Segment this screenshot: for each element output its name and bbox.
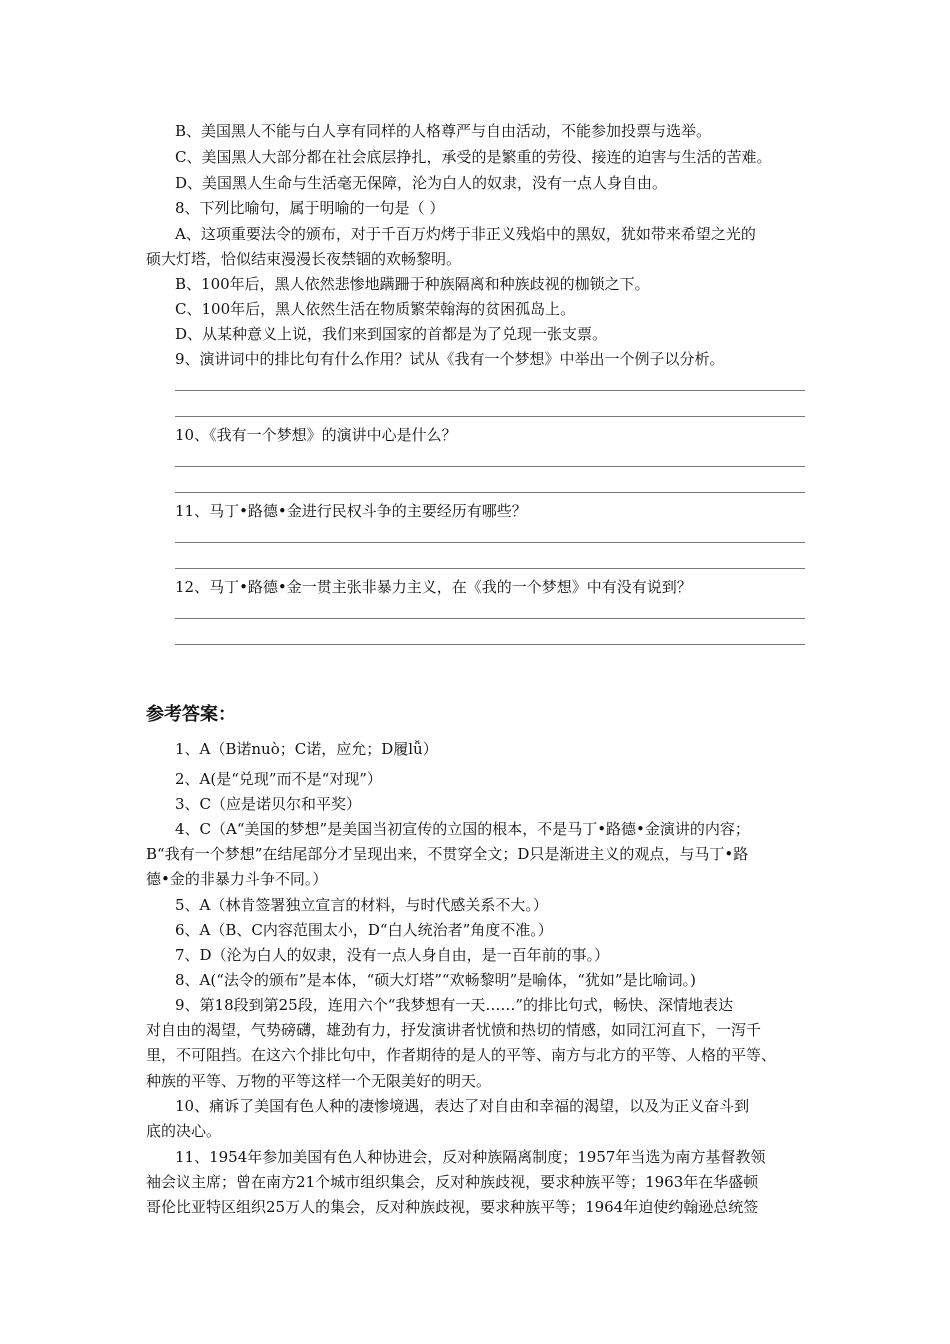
answer-6: 6、A（B、C内容范围太小，D“白人统治者”角度不准。） — [175, 921, 553, 939]
q8-option-b: B、100年后，黑人依然悲惨地蹒跚于种族隔离和种族歧视的枷锁之下。 — [175, 275, 650, 293]
q10-stem: 10、《我有一个梦想》的演讲中心是什么？ — [175, 426, 457, 444]
answer-9-line4: 种族的平等、万物的平等这样一个无限美好的明天。 — [146, 1072, 492, 1090]
answer-10-line1: 10、痛诉了美国有色人种的凄惨境遇，表达了对自由和幸福的渴望，以及为正义奋斗到 — [175, 1097, 750, 1115]
answer-5: 5、A（林肯签署独立宣言的材料，与时代感关系不大。） — [175, 896, 548, 914]
answer-line — [175, 466, 805, 467]
q7-option-b: B、美国黑人不能与白人享有同样的人格尊严与自由活动，不能参加投票与选举。 — [175, 122, 712, 140]
answer-1: 1、A（B诺nuò；C诺，应允；D履lǚ） — [175, 740, 438, 758]
answer-line — [175, 618, 805, 619]
q8-stem: 8、下列比喻句，属于明喻的一句是（ ） — [175, 199, 445, 217]
q7-option-c: C、美国黑人大部分都在社会底层挣扎，承受的是繁重的劳役、接连的迫害与生活的苦难。 — [175, 148, 772, 166]
answer-4-line1: 4、C（A“美国的梦想”是美国当初宣传的立国的根本，不是马丁•路德•金演讲的内容； — [175, 820, 750, 838]
answer-line — [175, 390, 805, 391]
answer-11-line1: 11、1954年参加美国有色人种协进会，反对种族隔离制度；1957年当选为南方基督教领 — [175, 1148, 766, 1166]
answer-line — [175, 568, 805, 569]
q7-option-d: D、美国黑人生命与生活毫无保障，沦为白人的奴隶，没有一点人身自由。 — [175, 174, 668, 192]
answer-2: 2、A(是“兑现”而不是“对现”） — [175, 770, 382, 788]
answer-4-line2: B“我有一个梦想”在结尾部分才呈现出来，不贯穿全文；D只是渐进主义的观点，与马丁•路 — [146, 845, 749, 863]
answer-line — [175, 492, 805, 493]
q8-option-d: D、从某种意义上说，我们来到国家的首都是为了兑现一张支票。 — [175, 325, 608, 343]
answer-line — [175, 644, 805, 645]
q8-option-c: C、100年后，黑人依然生活在物质繁荣翰海的贫困孤岛上。 — [175, 300, 576, 318]
answer-11-line2: 袖会议主席；曾在南方21个城市组织集会，反对种族歧视，要求种族平等；1963年在华盛顿 — [146, 1173, 759, 1191]
q12-stem: 12、马丁•路德•金一贯主张非暴力主义，在《我的一个梦想》中有没有说到？ — [175, 578, 692, 596]
q8-option-a-line2: 硕大灯塔，恰似结束漫漫长夜禁锢的欢畅黎明。 — [146, 250, 462, 268]
answer-7: 7、D（沦为白人的奴隶，没有一点人身自由，是一百年前的事。） — [175, 946, 610, 964]
answer-3: 3、C（应是诺贝尔和平奖） — [175, 795, 362, 813]
answer-4-line3: 德•金的非暴力斗争不同。） — [146, 870, 328, 888]
answer-9-line3: 里，不可阻挡。在这六个排比句中，作者期待的是人的平等、南方与北方的平等、人格的平等、 — [146, 1046, 777, 1064]
answer-10-line2: 底的决心。 — [146, 1122, 222, 1140]
q8-option-a-line1: A、这项重要法令的颁布，对于千百万灼烤于非正义残焰中的黑奴，犹如带来希望之光的 — [175, 225, 756, 243]
q9-stem: 9、演讲词中的排比句有什么作用？试从《我有一个梦想》中举出一个例子以分析。 — [175, 350, 725, 368]
q11-stem: 11、马丁•路德•金进行民权斗争的主要经历有哪些？ — [175, 502, 527, 520]
answers-heading: 参考答案： — [146, 704, 236, 725]
answer-9-line2: 对自由的渴望，气势磅礴，雄劲有力，抒发演讲者忧愤和热切的情感，如同江河直下，一泻千 — [146, 1021, 762, 1039]
answer-8: 8、A(“法令的颁布”是本体，“硕大灯塔”“欢畅黎明”是喻体，“犹如”是比喻词。) — [175, 971, 696, 989]
answer-11-line3: 哥伦比亚特区组织25万人的集会，反对种族歧视，要求种族平等；1964年迫使约翰逊总统签 — [146, 1198, 759, 1216]
answer-line — [175, 416, 805, 417]
answer-line — [175, 542, 805, 543]
answer-9-line1: 9、第18段到第25段，连用六个“我梦想有一天……”的排比句式，畅快、深情地表达 — [175, 996, 734, 1014]
